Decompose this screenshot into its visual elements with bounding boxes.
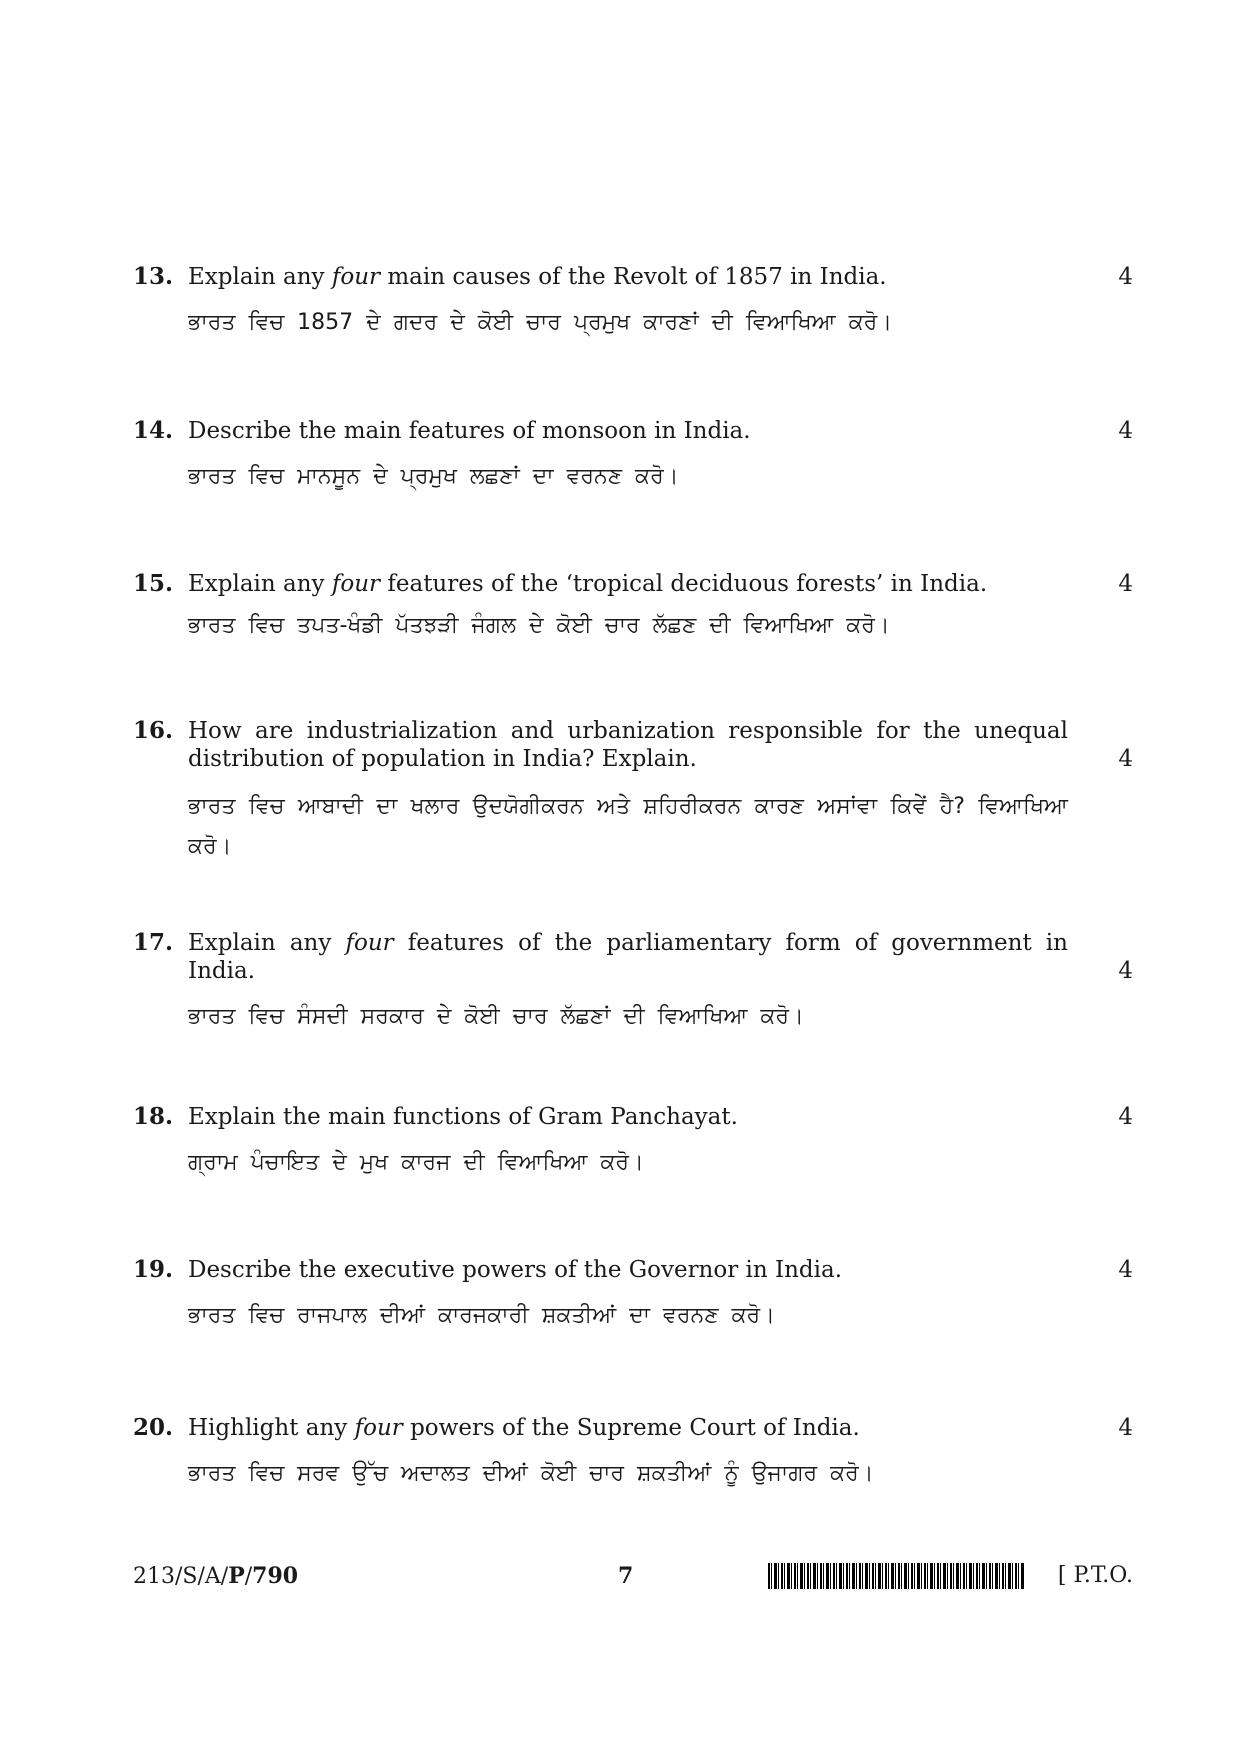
question-20 [133,1414,1133,1492]
question-line [133,1414,1133,1442]
question-number: 18. [133,1103,174,1130]
question-17 [133,929,1133,1035]
question-text-punjabi: ਭਾਰਤ ਵਿਚ ਤਪਤ-ਖੰਡੀ ਪੱਤਝੜੀ ਜੰਗਲ ਦੇ ਕੋਈ ਚਾਰ ਲੱਛਣ ਦੀ ਵਿਆਖਿਆ ਕਰੋ। [188,613,890,638]
question-text-english: Explain any four features of the ‘tropical deciduous forests’ in India. [188,571,988,597]
question-number: 14. [133,417,174,444]
question-text-punjabi: ਭਾਰਤ ਵਿਚ ਰਾਜਪਾਲ ਦੀਆਂ ਕਾਰਜਕਾਰੀ ਸ਼ਕਤੀਆਂ ਦਾ ਵਰਨਣ ਕਰੋ। [188,1303,776,1328]
question-14 [133,417,1133,495]
question-text-english: Explain any four main causes of the Revolt of 1857 in India. [188,264,887,290]
question-line [133,929,1133,985]
question-marks: 4 [1118,746,1133,772]
question-marks: 4 [1118,571,1133,597]
question-line [133,1103,1133,1131]
question-number: 17. [133,929,174,956]
question-text-english: Describe the executive powers of the Governor in India. [188,1257,843,1283]
pto-label: [ P.T.O. [1057,1563,1133,1588]
question-text-english: Explain any four features of the parliamentary form of government in India. [188,930,1068,984]
question-text-punjabi: ਭਾਰਤ ਵਿਚ ਆਬਾਦੀ ਦਾ ਖਲਾਰ ਉਦਯੋਗੀਕਰਨ ਅਤੇ ਸ਼ਹਿਰੀਕਰਨ ਕਾਰਣ ਅਸਾਂਵਾ ਕਿਵੇਂ ਹੈ? ਵਿਆਖਿਆ ਕਰੋ। [188,794,1068,859]
question-18 [133,1103,1133,1181]
question-text-punjabi: ਗ੍ਰਾਮ ਪੰਚਾਇਤ ਦੇ ਮੁਖ ਕਾਰਜ ਦੀ ਵਿਆਖਿਆ ਕਰੋ। [188,1150,644,1175]
question-number: 16. [133,717,174,744]
question-line [133,1256,1133,1284]
question-line [133,417,1133,445]
question-number: 19. [133,1256,174,1283]
question-number: 13. [133,263,174,290]
question-text-punjabi: ਭਾਰਤ ਵਿਚ ਸੰਸਦੀ ਸਰਕਾਰ ਦੇ ਕੋਈ ਚਾਰ ਲੱਛਣਾਂ ਦੀ ਵਿਆਖਿਆ ਕਰੋ। [188,1004,804,1029]
question-text-english: Highlight any four powers of the Supreme Court of India. [188,1415,860,1441]
question-19 [133,1256,1133,1334]
barcode-icon [768,1563,1025,1589]
question-marks: 4 [1118,1104,1133,1130]
question-line [133,570,1133,598]
question-marks: 4 [1118,264,1133,290]
question-text-punjabi: ਭਾਰਤ ਵਿਚ 1857 ਦੇ ਗਦਰ ਦੇ ਕੋਈ ਚਾਰ ਪ੍ਰਮੁਖ ਕਾਰਣਾਂ ਦੀ ਵਿਆਖਿਆ ਕਰੋ। [188,310,893,335]
question-marks: 4 [1118,418,1133,444]
question-13 [133,263,1133,341]
question-number: 20. [133,1414,174,1441]
question-line [133,717,1133,773]
question-marks: 4 [1118,1257,1133,1283]
question-16 [133,717,1133,867]
question-text-punjabi: ਭਾਰਤ ਵਿਚ ਮਾਨਸੂਨ ਦੇ ਪ੍ਰਮੁਖ ਲਛਣਾਂ ਦਾ ਵਰਨਣ ਕਰੋ। [188,464,679,489]
question-text-english: Explain the main functions of Gram Panchayat. [188,1104,738,1130]
question-text-english: How are industrialization and urbanization responsible for the unequal distribution of population in India? Explain. [188,718,1068,772]
paper-code: 213/S/A/P/790 [133,1563,299,1589]
page-footer [133,1563,1133,1593]
question-line [133,263,1133,291]
question-marks: 4 [1118,958,1133,984]
question-number: 15. [133,570,174,597]
question-15 [133,570,1133,644]
question-text-punjabi: ਭਾਰਤ ਵਿਚ ਸਰਵ ਉੱਚ ਅਦਾਲਤ ਦੀਆਂ ਕੋਈ ਚਾਰ ਸ਼ਕਤੀਆਂ ਨੂੰ ਉਜਾਗਰ ਕਰੋ। [188,1461,874,1486]
question-marks: 4 [1118,1415,1133,1441]
page-number: 7 [618,1563,634,1589]
question-text-english: Describe the main features of monsoon in India. [188,418,751,444]
